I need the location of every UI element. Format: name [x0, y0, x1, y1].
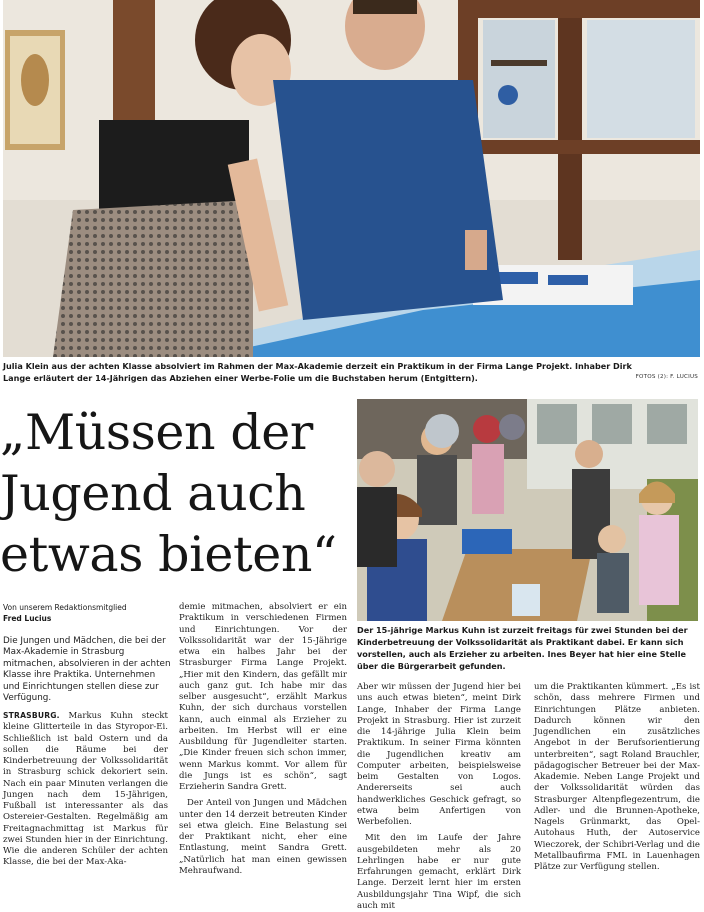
article-column-1 — [3, 710, 168, 899]
headline-line-3: etwas bieten“ — [0, 526, 337, 583]
top-photo — [3, 0, 700, 357]
article-column-2 — [179, 602, 347, 899]
second-photo — [357, 399, 698, 621]
paragraph: Mit den im Laufe der Jahre ausgebildeten mehr als 20 Lehrlingen habe er nur gute Erfahrungen gemacht, erklärt Dirk Lange. Derzeit lernt hier im ersten Ausbildungsjahr Tina Wipf, die sich auch mit — [357, 833, 521, 911]
byline-author: Fred Lucius — [3, 614, 52, 623]
paragraph: Der Anteil von Jungen und Mädchen unter den 14 derzeit betreuten Kinder sei etwa gleich. Eine Belastung sei der Praktikant nicht, eher eine Entlastung, meint Sandra Grett. „Natürlich hat man einen gewissen Mehraufwand. — [179, 798, 347, 876]
headline-line-2: Jugend auch — [0, 465, 306, 522]
paragraph: Aber wir müssen der Jugend hier bei uns auch etwas bieten“, meint Dirk Lange, Inhaber der Firma Lange Projekt in Strasburg. Hier ist zurzeit die 14-jährige Julia Klein beim Praktikum. In seiner Firma könnten die Jugendlichen kreativ am Computer arbeiten, beispielsweise beim Gestalten von Logos. Andererseits sei auch handwerkliches Geschick gefragt, so etwa beim Anfertigen von Werbefolien. — [357, 682, 521, 827]
paragraph: um die Praktikanten kümmert. „Es ist schön, dass mehrere Firmen und Einrichtungen Plätze anbieten. Dadurch können wir den Jugendlichen ein zusätzliches Angebot in der Berufsorientierung unterbreiten“, sagt Roland Brauchler, pädagogischer Betreuer bei der Max-Akademie. Neben Lange Projekt und der Volkssolidarität würden das Strasburger Altenpflegezentrum, die Adler- und die Brunnen-Apotheke, Nagels Grünmarkt, das Opel-Autohaus Huth, der Autoservice Wieczorek, der Schibri-Verlag und die Metallbaufirma FML in Lauenhagen Plätze zur Verfügung stellen. — [534, 682, 700, 872]
headline-line-1: „Müssen der — [0, 404, 313, 461]
top-photo-caption: Julia Klein aus der achten Klasse absolviert im Rahmen der Max-Akademie derzeit ein Praktikum in der Firma Lange Projekt. Inhaber Dirk Lange erläutert der 14-Jährigen das Abziehen einer Werbe-Folie um die Buchstaben herum (Entgittern). — [3, 361, 632, 383]
dateline: STRASBURG. — [3, 711, 60, 720]
paragraph — [3, 710, 168, 869]
byline-label: Von unserem Redaktionsmitglied — [3, 603, 127, 612]
article-column-4 — [534, 682, 700, 899]
article-column-3 — [357, 682, 521, 911]
paragraph: demie mitmachen, absolviert er ein Praktikum in verschiedenen Firmen und Einrichtungen. Vor der Volkssolidarität war der 15-Jährige etwa ein halbes Jahr bei der Strasburger Firma Lange Projekt. „Hier mit den Kindern, das gefällt mir auch ganz gut. Ich habe mir das selber ausgesucht“, erzählt Markus Kuhn, der sich durchaus vorstellen kann, auch einmal als Erzieher zu arbeiten. Im Herbst will er eine Ausbildung für Jugendleiter starten. „Die Kinder freuen sich schon immer, wenn Markus kommt. Vor allem für die Jungs ist es schön“, sagt Erzieherin Sandra Grett. — [179, 602, 347, 792]
photo-credit: FOTOS (2): F. LUCIUS — [635, 374, 698, 380]
paragraph-text: Markus Kuhn steckt kleine Glitterteile in das Styropor-Ei. Schließlich ist bald Ostern und da sollen die Räume bei der Kinderbetreuung der Volkssolidarität in Strasburg schick dekoriert sein. Nach ein paar Minuten verlangen die Jungen nach dem 15-Jährigen, Fußball ist interessanter als das Ostereier-Gestalten. Regelmäßig am Freitagnachmittag ist Markus für zwei Stunden hier in der Einrichtung. Wie die anderen Schüler der achten Klasse, die bei der Max-Aka- — [3, 711, 168, 868]
byline — [3, 602, 171, 624]
second-photo-caption: Der 15-jährige Markus Kuhn ist zurzeit freitags für zwei Stunden bei der Kinderbetreuung der Volkssolidarität als Praktikant dabei. Er kann sich vorstellen, auch als Erzieher zu arbeiten. Ines Beyer hat hier eine Stelle über die Bürgerarbeit gefunden. — [357, 625, 688, 671]
article-intro: Die Jungen und Mädchen, die bei der Max-Akademie in Strasburg mitmachen, absolvieren in der achten Klasse ihre Praktika. Unternehmen und Einrichtungen stellen diese zur Verfügung. — [3, 636, 171, 704]
headline — [0, 402, 350, 585]
